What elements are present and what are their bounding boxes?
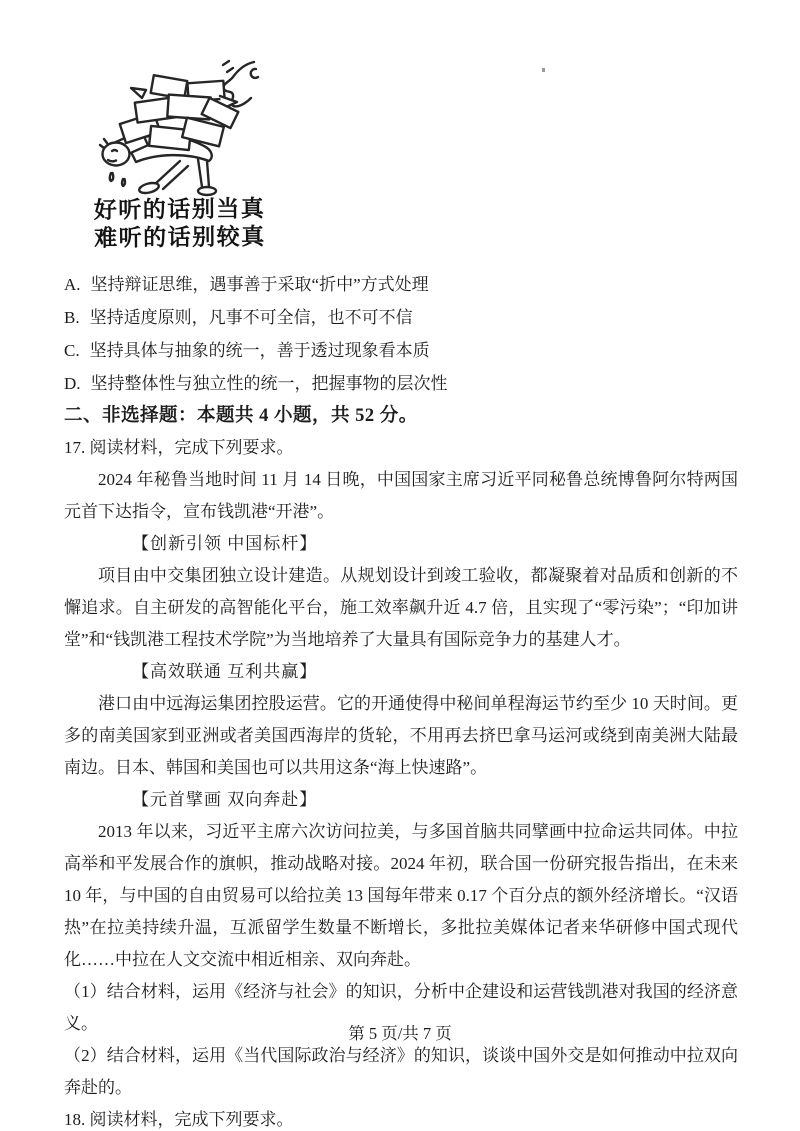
cartoon-caption-line1: 好听的话别当真 [93,196,266,224]
question-17-subtitle-3: 【元首擘画 双向奔赴】 [132,790,318,809]
question-17-subtitle-2: 【高效联通 互利共赢】 [132,662,318,681]
question-17-paragraph-1: 项目由中交集团独立设计建造。从规划设计到竣工验收，都凝聚着对品质和创新的不懈追求。自主研发的高智能化平台，施工效率飙升近 4.7 倍，且实现了“零污染”；“印加讲堂”和“钱凯港工程技术学院”为当地培养了大量具有国际竞争力的基建人才。 [64,566,738,649]
choice-option-d [64,367,738,400]
choice-option-c-text: 坚持具体与抽象的统一，善于透过现象看本质 [89,341,430,360]
stray-print-mark [542,68,545,72]
question-text-column [64,268,738,1131]
choice-option-a [64,268,738,301]
question-17-subtitle-1: 【创新引领 中国标杆】 [132,534,318,553]
question-17-stem: 17. 阅读材料，完成下列要求。 [64,438,294,457]
cartoon-caption-line2: 难听的话别较真 [94,224,266,252]
choice-option-b [64,301,738,334]
choice-option-a-text: 坚持辩证思维，遇事善于采取“折中”方式处理 [90,275,429,294]
cartoon-caption [94,195,266,253]
cartoon-illustration [92,56,277,204]
choice-option-b-label: B. [64,308,80,327]
choice-option-a-label: A. [64,275,81,294]
choice-option-b-text: 坚持适度原则，凡事不可全信，也不可不信 [89,308,413,327]
choice-option-d-text: 坚持整体性与独立性的统一，把握事物的层次性 [90,374,448,393]
question-17-paragraph-2: 港口由中远海运集团控股运营。它的开通使得中秘间单程海运节约至少 10 天时间。更多的南美国家到亚洲或者美国西海岸的货轮，不用再去挤巴拿马运河或绕到南美洲大陆最南边。日本、韩国和美国也可以共用这条“海上快速路”。 [64,694,738,777]
question-17-intro-paragraph: 2024 年秘鲁当地时间 11 月 14 日晚，中国国家主席习近平同秘鲁总统博鲁阿尔特两国元首下达指令，宣布钱凯港“开港”。 [64,470,738,521]
choice-option-c [64,334,738,367]
question-18-stem: 18. 阅读材料，完成下列要求。 [64,1110,294,1129]
choice-option-d-label: D. [64,374,81,393]
question-17-subquestion-1: （1）结合材料，运用《经济与社会》的知识，分析中企建设和运营钱凯港对我国的经济意义。 [64,982,738,1033]
burden-of-words-cartoon-svg [92,56,277,204]
page-number-indicator: 第 5 页/共 7 页 [348,1024,452,1043]
choice-option-c-label: C. [64,341,80,360]
question-17-subquestion-2: （2）结合材料，运用《当代国际政治与经济》的知识，谈谈中国外交是如何推动中拉双向奔赴的。 [64,1046,738,1097]
section-header-non-choice: 二、非选择题：本题共 4 小题，共 52 分。 [64,406,418,426]
question-17-paragraph-3: 2013 年以来，习近平主席六次访问拉美，与多国首脑共同擘画中拉命运共同体。中拉高举和平发展合作的旗帜，推动战略对接。2024 年初，联合国一份研究报告指出，在未来 10 年，与中国的自由贸易可以给拉美 13 国每年带来 0.17 个百分点的额外经济增长。“汉语热”在拉美持续升温，互派留学生数量不断增长，多批拉美媒体记者来华研修中国式现代化……中拉在人文交流中相近相亲、双向奔赴。 [64,822,738,969]
